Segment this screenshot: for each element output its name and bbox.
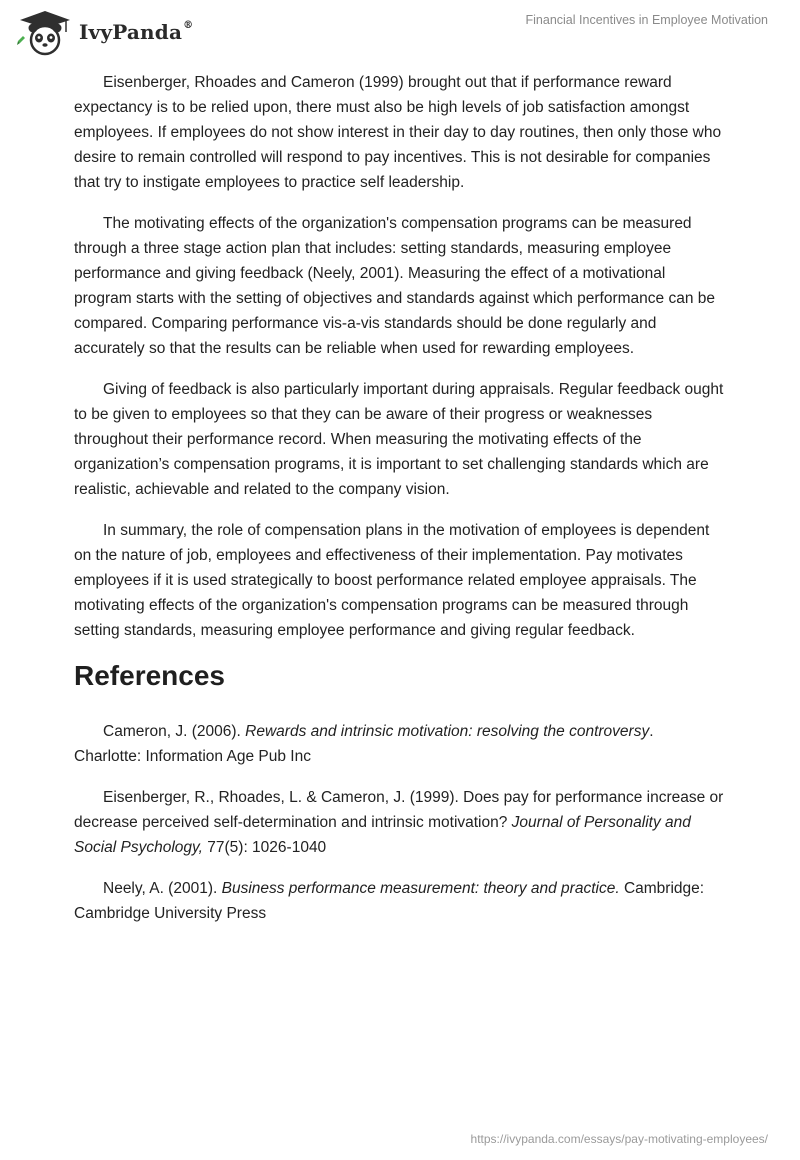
reference-item [74,719,724,769]
brand-text: IvyPanda [79,20,183,44]
document-title: Financial Incentives in Employee Motivation [525,13,768,27]
reference-lead: Cameron, J. (2006). [103,723,246,740]
brand-name[interactable] [79,20,193,44]
reference-title: Journal of Personality and Social Psychology, [74,814,691,856]
reference-lead: Eisenberger, R., Rhoades, L. & Cameron, J. (1999). Does pay for performance increase or decrease perceived self-determination and intrinsic motivation? [74,789,724,831]
reference-tail: Cambridge: Cambridge University Press [74,880,705,922]
panda-graduate-icon[interactable] [14,8,76,56]
page-header [0,0,800,60]
registered-mark: ® [183,20,194,32]
essay-content [74,70,724,942]
body-paragraph: Giving of feedback is also particularly important during appraisals. Regular feedback ought to be given to employees so that they can be aware of their progress or weaknesses throughout their performance record. When measuring the motivating effects of the organization’s compensation programs, it is important to set challenging standards which are realistic, achievable and related to the company vision. [74,381,724,498]
reference-lead: Neely, A. (2001). [103,880,222,897]
reference-tail: 77(5): 1026-1040 [202,839,327,856]
source-url-link[interactable]: https://ivypanda.com/essays/pay-motivating-employees/ [470,1132,768,1146]
reference-tail: . Charlotte: Information Age Pub Inc [74,723,654,765]
reference-item [74,785,724,860]
body-paragraph: Eisenberger, Rhoades and Cameron (1999) brought out that if performance reward expectancy is to be relied upon, there must also be high levels of job satisfaction amongst employees. If employees do not show interest in their day to day routines, then only those who desire to remain controlled will respond to pay incentives. This is not desirable for companies that try to instigate employees to practice self leadership. [74,74,722,191]
body-paragraph: The motivating effects of the organization's compensation programs can be measured through a three stage action plan that includes: setting standards, measuring employee performance and giving feedback (Neely, 2001). Measuring the effect of a motivational program starts with the setting of objectives and standards against which performance can be compared. Comparing performance vis-a-vis standards should be done regularly and accurately so that the results can be reliable when used for rewarding employees. [74,215,716,357]
body-paragraph: In summary, the role of compensation plans in the motivation of employees is dependent on the nature of job, employees and effectiveness of their implementation. Pay motivates employees if it is used strategically to boost performance related employee appraisals. The motivating effects of the organization's compensation programs can be measured through setting standards, measuring employee performance and giving regular feedback. [74,522,710,639]
references-heading: References [74,660,225,691]
reference-item [74,876,724,926]
reference-title: Business performance measurement: theory and practice. [221,880,620,897]
reference-title: Rewards and intrinsic motivation: resolving the controversy [245,723,650,740]
